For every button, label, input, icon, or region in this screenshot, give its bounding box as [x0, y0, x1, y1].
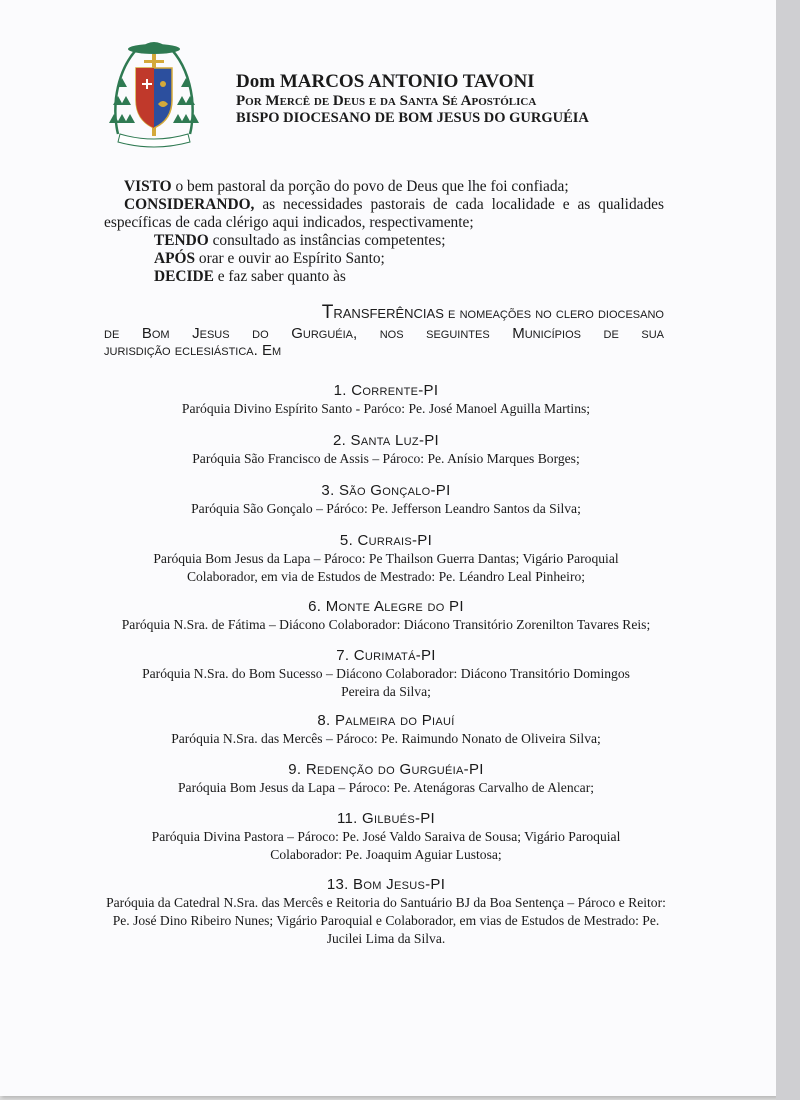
name-prefix: Dom	[236, 71, 276, 92]
municipality-heading: 9. Redenção do Gurguéia-PI	[288, 761, 484, 778]
municipality-heading: 3. São Gonçalo-PI	[321, 482, 451, 499]
preamble-visto	[104, 178, 664, 196]
appointment-text: Paróquia da Catedral N.Sra. das Mercês e Reitoria do Santuário BJ da Boa Sentença – Pároco e Reitor: Pe. José Dino Ribeiro Nunes; Vigário Paroquial e Colaborador, em vias de Estudos de Mestrado: Pe. Jucilei Lima da Silva.	[106, 895, 666, 946]
transfer-heading	[104, 302, 664, 359]
municipality-heading: 5. Currais-PI	[339, 532, 433, 549]
transfer-word: Transferências	[321, 302, 444, 323]
list-item	[96, 382, 676, 418]
bishop-name	[236, 71, 589, 93]
appointment-text: Paróquia Bom Jesus da Lapa – Pároco: Pe. Atenágoras Carvalho de Alencar;	[177, 780, 594, 795]
municipality-heading: 13. Bom Jesus-PI	[326, 876, 446, 893]
preamble-tendo	[104, 232, 664, 250]
preamble-decide	[104, 268, 664, 286]
appointment-text: Paróquia N.Sra. das Mercês – Pároco: Pe. Raimundo Nonato de Oliveira Silva;	[171, 731, 601, 746]
name-text: MARCOS ANTONIO TAVONI	[279, 71, 535, 92]
list-item	[96, 761, 676, 797]
appointment-text: Paróquia N.Sra. do Bom Sucesso – Diácono Colaborador: Diácono Transitório Domingos Pereira da Silva;	[142, 666, 630, 699]
list-item	[96, 876, 676, 948]
episcopal-coat-of-arms	[106, 38, 202, 150]
bishop-grace-line: Por Mercê de Deus e da Santa Sé Apostólica	[236, 93, 537, 109]
keyword: TENDO	[154, 232, 209, 249]
clause-text: e faz saber quanto às	[213, 268, 346, 285]
preamble	[104, 178, 664, 286]
list-item	[96, 532, 676, 586]
transfer-line-1	[104, 302, 664, 325]
municipality-heading: 7. Curimatá-PI	[336, 647, 436, 664]
list-item	[96, 482, 676, 518]
transfer-line-3: jurisdição eclesiástica. Em	[104, 342, 282, 359]
letterhead	[236, 71, 589, 127]
clause-text: consultado as instâncias competentes;	[208, 232, 446, 249]
clause-text: orar e ouvir ao Espírito Santo;	[195, 250, 385, 267]
transfer-line-2: de Bom Jesus do Gurguéia, nos seguintes Municípios de sua	[104, 325, 664, 342]
list-item	[96, 810, 676, 864]
municipality-heading: 11. Gilbués-PI	[336, 810, 436, 827]
preamble-considerando	[104, 196, 664, 232]
keyword: VISTO	[124, 178, 172, 195]
appointment-text: Paróquia N.Sra. de Fátima – Diácono Colaborador: Diácono Transitório Zorenilton Tavares Reis;	[121, 617, 651, 632]
appointment-text: Paróquia Bom Jesus da Lapa – Pároco: Pe Thailson Guerra Dantas; Vigário Paroquial Colaborador, em via de Estudos de Mestrado: Pe. Léandro Leal Pinheiro;	[153, 551, 619, 584]
municipality-heading: 2. Santa Luz-PI	[332, 432, 440, 449]
list-item	[96, 432, 676, 468]
keyword: APÓS	[154, 250, 196, 267]
list-item	[96, 647, 676, 701]
transfer-line-1-rest: e nomeações no clero diocesano	[443, 305, 664, 322]
clause-text: as necessidades pastorais de cada localidade e as qualidades específicas de cada clérigo aqui indicados, respectivamente;	[104, 196, 664, 231]
appointment-text: Paróquia Divina Pastora – Pároco: Pe. José Valdo Saraiva de Sousa; Vigário Paroquial Colaborador: Pe. Joaquim Aguiar Lustosa;	[151, 829, 621, 862]
appointment-text: Paróquia São Gonçalo – Páróco: Pe. Jefferson Leandro Santos da Silva;	[191, 501, 581, 516]
list-item	[96, 712, 676, 748]
clause-text: o bem pastoral da porção do povo de Deus que lhe foi confiada;	[171, 178, 569, 195]
municipality-heading: 1. Corrente-PI	[333, 382, 439, 399]
bishop-title: BISPO DIOCESANO DE BOM JESUS DO GURGUÉIA	[236, 110, 589, 126]
municipality-heading: 6. Monte Alegre do PI	[308, 598, 464, 615]
preamble-apos	[104, 250, 664, 268]
appointment-text: Paróquia São Francisco de Assis – Pároco: Pe. Anísio Marques Borges;	[192, 451, 580, 466]
keyword: CONSIDERANDO,	[124, 196, 255, 213]
municipality-heading: 8. Palmeira do Piauí	[317, 712, 455, 729]
keyword: DECIDE	[154, 268, 214, 285]
appointment-text: Paróquia Divino Espírito Santo - Paróco: Pe. José Manoel Aguilla Martins;	[181, 401, 591, 416]
list-item	[96, 598, 676, 634]
scan-edge	[776, 0, 800, 1100]
